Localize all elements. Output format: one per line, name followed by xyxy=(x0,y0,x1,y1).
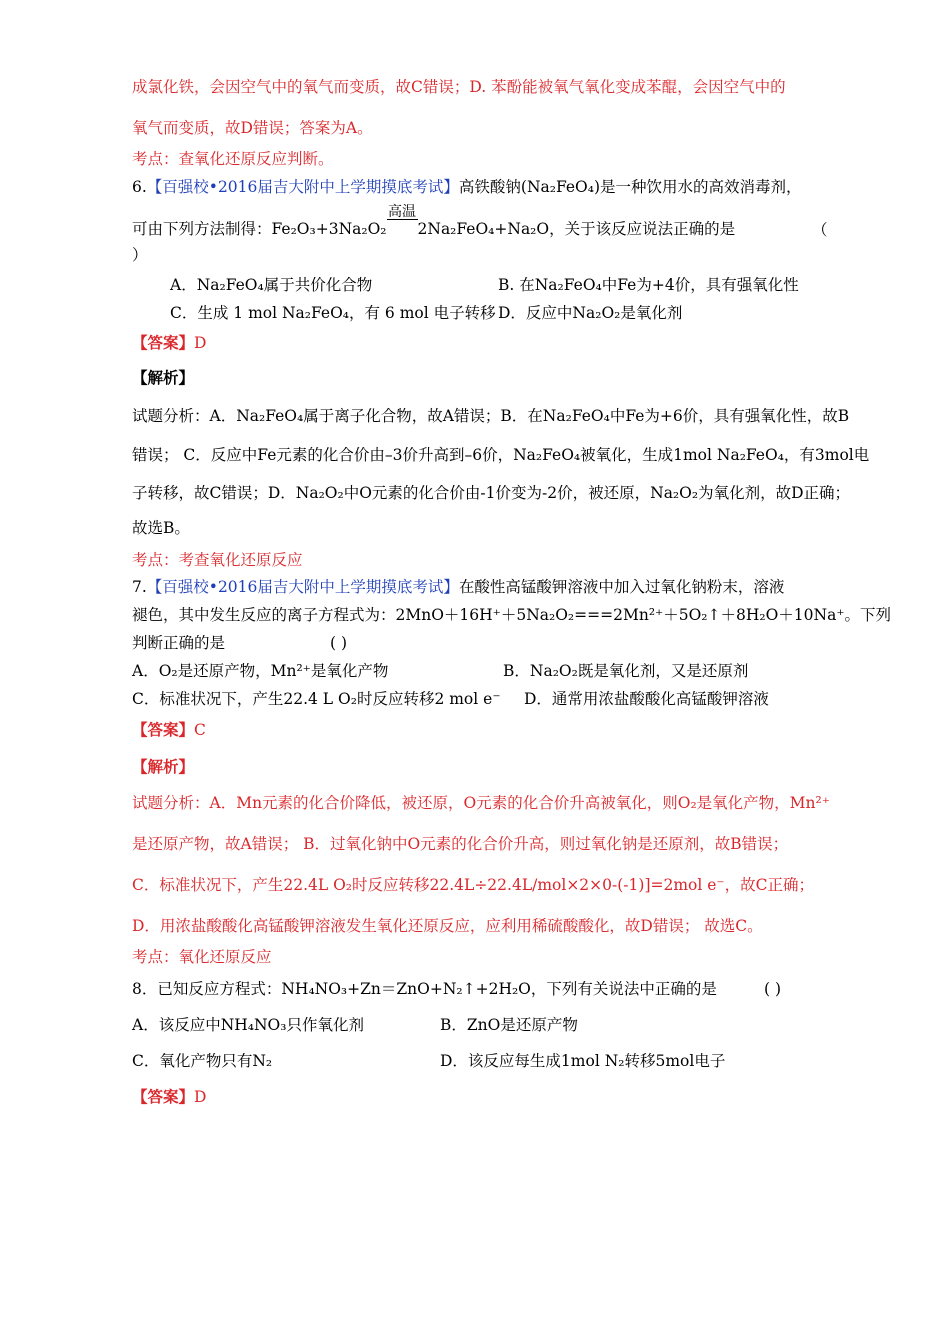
q7-number: 7. xyxy=(132,578,147,596)
q7-analysis-line-1: 试题分析：A．Mn元素的化合价降低，被还原，O元素的化合价升高被氧化，则O₂是氧化产物，Mn²⁺ xyxy=(132,794,830,812)
q7-source: 【百强校•2016届吉大附中上学期摸底考试】 xyxy=(146,578,459,596)
q5-kaodian: 考点：查氧化还原反应判断。 xyxy=(132,150,334,168)
q7-analysis-label: 【解析】 xyxy=(132,757,195,776)
q7-kaodian: 考点：氧化还原反应 xyxy=(132,948,272,966)
q6-paren-close: ） xyxy=(132,246,148,264)
q6-number: 6. xyxy=(132,178,147,196)
q8-answer: 【答案】D xyxy=(132,1087,207,1106)
q8-option-d: D．该反应每生成1mol N₂转移5mol电子 xyxy=(440,1052,726,1070)
q6-analysis-line-2: 错误； C．反应中Fe元素的化合价由–3价升高到–6价，Na₂FeO₄被氧化，生成1mol Na₂FeO₄，有3mol电 xyxy=(132,446,870,464)
q7-analysis-line-2: 是还原产物，故A错误； B．过氧化钠中O元素的化合价升高，则过氧化钠是还原剂，故B错误； xyxy=(132,835,789,853)
q7-option-c: C．标准状况下，产生22.4 L O₂时反应转移2 mol e⁻ xyxy=(132,690,501,708)
q6-analysis-line-4: 故选B。 xyxy=(132,519,190,537)
q8-stem: 8．已知反应方程式：NH₄NO₃+Zn＝ZnO+N₂↑+2H₂O，下列有关说法中正确的是 xyxy=(132,980,717,998)
q6-stem-text: 高铁酸钠(Na₂FeO₄)是一种饮用水的高效消毒剂， xyxy=(458,178,802,196)
q6-source: 【百强校•2016届吉大附中上学期摸底考试】 xyxy=(146,178,459,196)
q6-option-a: A．Na₂FeO₄属于共价化合物 xyxy=(170,276,373,294)
q7-stem-line-1: 7.【百强校•2016届吉大附中上学期摸底考试】在酸性高锰酸钾溶液中加入过氧化钠粉末，溶液 xyxy=(132,578,785,596)
q7-stem-line-3: 判断正确的是 xyxy=(132,634,226,652)
q6-option-c: C．生成 1 mol Na₂FeO₄，有 6 mol 电子转移 xyxy=(170,304,496,322)
q7-option-a: A．O₂是还原产物，Mn²⁺是氧化产物 xyxy=(132,662,389,680)
q8-option-c: C．氧化产物只有N₂ xyxy=(132,1052,273,1070)
q6-analysis-label: 【解析】 xyxy=(132,368,195,387)
q5-analysis-line-1: 成氯化铁，会因空气中的氧气而变质，故C错误；D. 苯酚能被氧气氧化变成苯醌，会因空气中的 xyxy=(132,78,786,96)
q7-paren: ( ) xyxy=(330,634,348,652)
q6-option-b: B. 在Na₂FeO₄中Fe为+4价，具有强氧化性 xyxy=(498,276,799,294)
q6-paren-open: （ xyxy=(812,221,828,239)
q8-option-a: A．该反应中NH₄NO₃只作氧化剂 xyxy=(132,1016,364,1034)
q7-stem-line-2: 褪色，其中发生反应的离子方程式为：2MnO＋16H⁺＋5Na₂O₂===2Mn²⁺＋5O₂↑＋8H₂O＋10Na⁺。下列 xyxy=(132,606,891,624)
q6-condition: 高温 xyxy=(388,204,417,220)
q6-stem-line-1 xyxy=(132,176,802,198)
q5-analysis-line-2: 氧气而变质，故D错误；答案为A。 xyxy=(132,119,373,137)
q8-paren: ( ) xyxy=(764,980,782,998)
q7-analysis-line-4: D．用浓盐酸酸化高锰酸钾溶液发生氧化还原反应，应利用稀硫酸酸化，故D错误； 故选C。 xyxy=(132,917,763,935)
q6-answer: 【答案】D xyxy=(132,333,207,352)
q6-analysis-line-1: 试题分析：A．Na₂FeO₄属于离子化合物，故A错误；B．在Na₂FeO₄中Fe为+6价，具有强氧化性，故B xyxy=(132,407,850,425)
q6-option-d: D．反应中Na₂O₂是氧化剂 xyxy=(498,304,683,322)
q7-answer: 【答案】C xyxy=(132,720,206,739)
q6-analysis-line-3: 子转移，故C错误；D．Na₂O₂中O元素的化合价由-1价变为-2价，被还原，Na₂O₂为氧化剂，故D正确； xyxy=(132,484,850,502)
q7-option-d: D．通常用浓盐酸酸化高锰酸钾溶液 xyxy=(524,690,769,708)
q6-kaodian: 考点：考查氧化还原反应 xyxy=(132,551,303,569)
q7-option-b: B．Na₂O₂既是氧化剂，又是还原剂 xyxy=(503,662,749,680)
q7-analysis-line-3: C．标准状况下，产生22.4L O₂时反应转移22.4L÷22.4L/mol×2×0-(-1)]=2mol e⁻，故C正确； xyxy=(132,876,814,894)
q8-option-b: B．ZnO是还原产物 xyxy=(440,1016,578,1034)
q6-stem-line-2: 可由下列方法制得：Fe₂O₃+3Na₂O₂ 高温 2Na₂FeO₄+Na₂O，关于该反应说法正确的是 xyxy=(132,204,736,238)
